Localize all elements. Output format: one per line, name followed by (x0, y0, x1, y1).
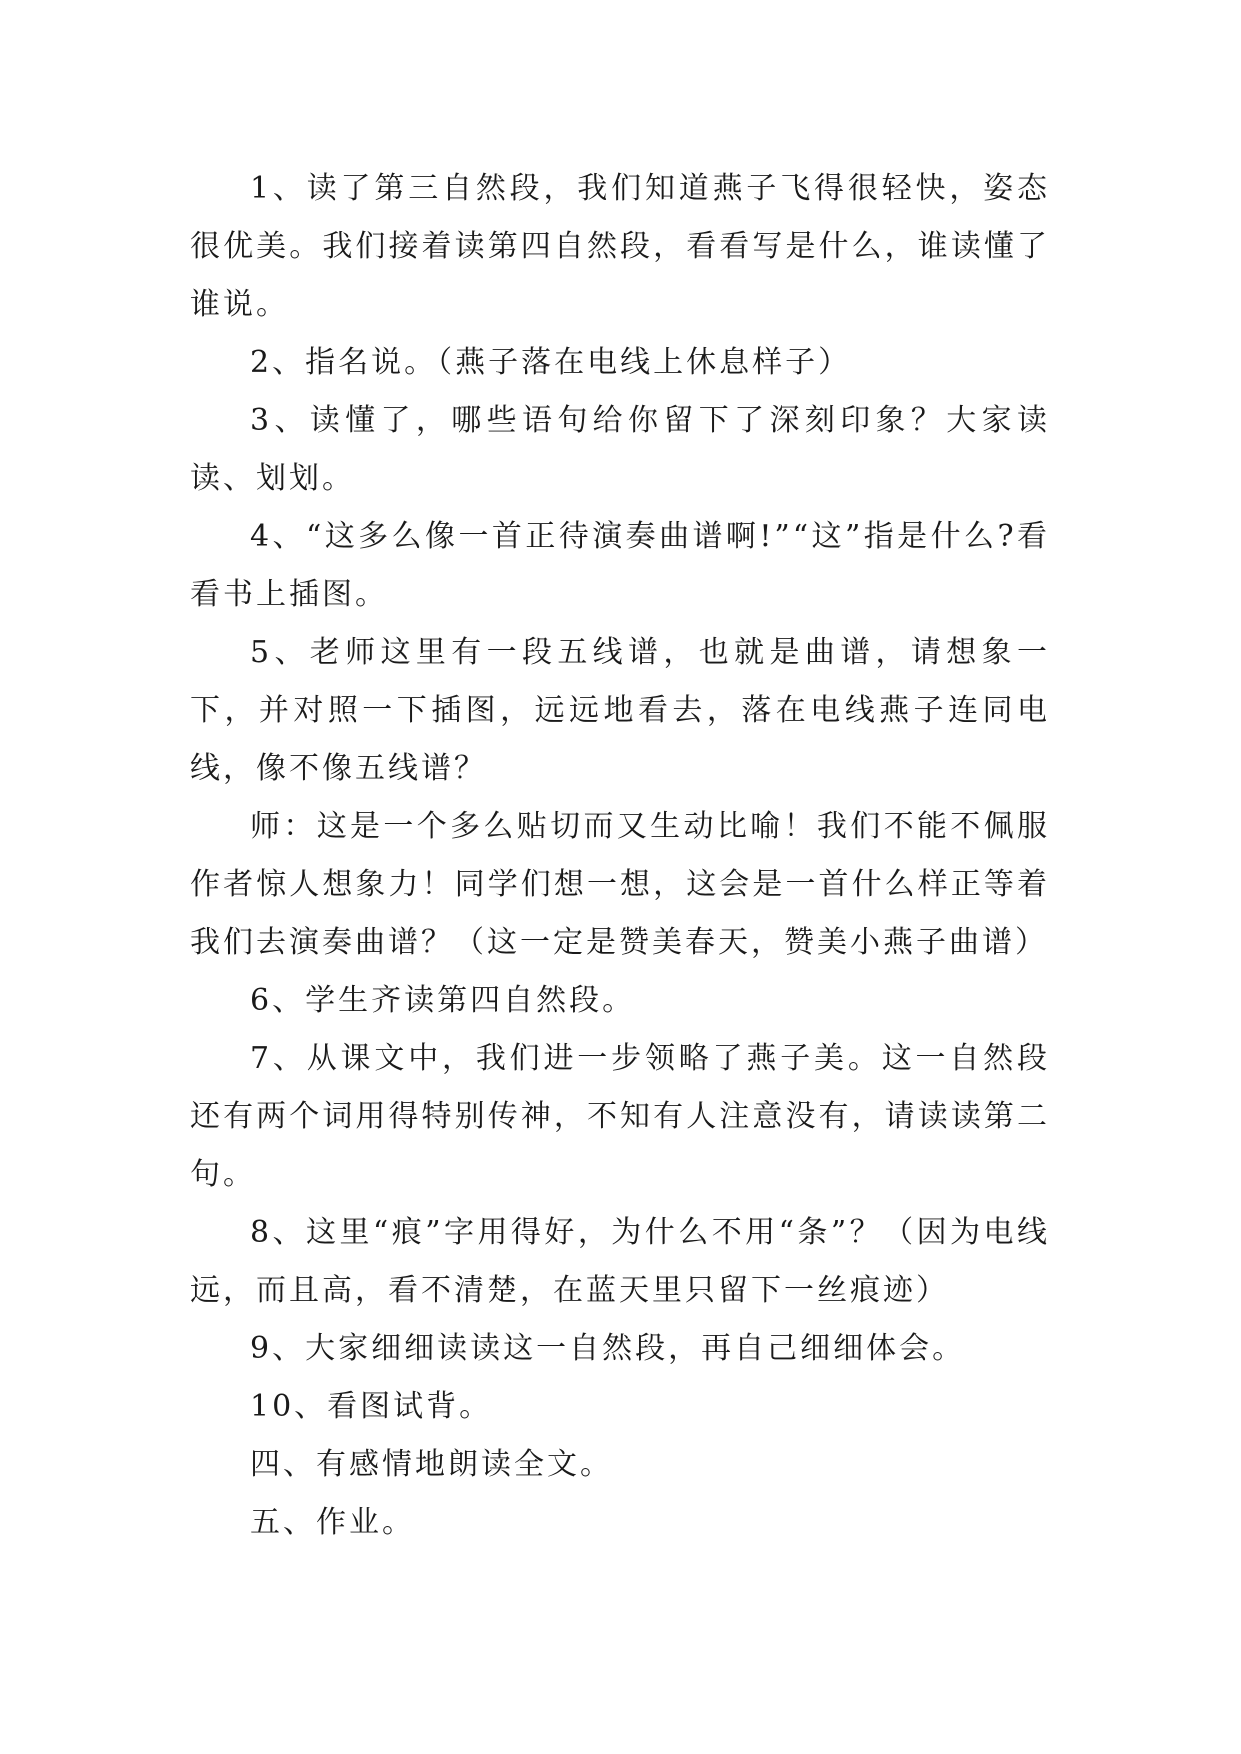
paragraph-section-5: 五、作业。 (250, 1505, 415, 1540)
paragraph-3: 3、读懂了，哪些语句给你留下了深刻印象？大家读读、划划。 (190, 403, 1050, 496)
paragraph-10: 10、看图试背。 (250, 1389, 493, 1424)
document-body (190, 160, 1050, 1552)
paragraph-7: 7、从课文中，我们进一步领略了燕子美。这一自然段还有两个词用得特别传神，不知有人注意没有，请读读第二句。 (190, 1041, 1050, 1192)
paragraph-6: 6、学生齐读第四自然段。 (250, 983, 636, 1018)
paragraph-2: 2、指名说。（燕子落在电线上休息样子） (250, 345, 852, 380)
paragraph-teacher: 师：这是一个多么贴切而又生动比喻！我们不能不佩服作者惊人想象力！同学们想一想，这会是一首什么样正等着我们去演奏曲谱？（这一定是赞美春天，赞美小燕子曲谱） (190, 809, 1050, 960)
paragraph-9: 9、大家细细读读这一自然段，再自己细细体会。 (250, 1331, 966, 1366)
paragraph-section-4: 四、有感情地朗读全文。 (250, 1447, 613, 1482)
paragraph-8: 8、这里“痕”字用得好，为什么不用“条”？（因为电线远，而且高，看不清楚，在蓝天里只留下一丝痕迹） (190, 1215, 1050, 1308)
paragraph-4: 4、“这多么像一首正待演奏曲谱啊!”“这”指是什么?看看书上插图。 (190, 519, 1050, 612)
paragraph-5: 5、老师这里有一段五线谱，也就是曲谱，请想象一下，并对照一下插图，远远地看去，落在电线燕子连同电线，像不像五线谱？ (190, 635, 1050, 786)
paragraph-1: 1、读了第三自然段，我们知道燕子飞得很轻快，姿态很优美。我们接着读第四自然段，看看写是什么，谁读懂了谁说。 (190, 171, 1050, 322)
